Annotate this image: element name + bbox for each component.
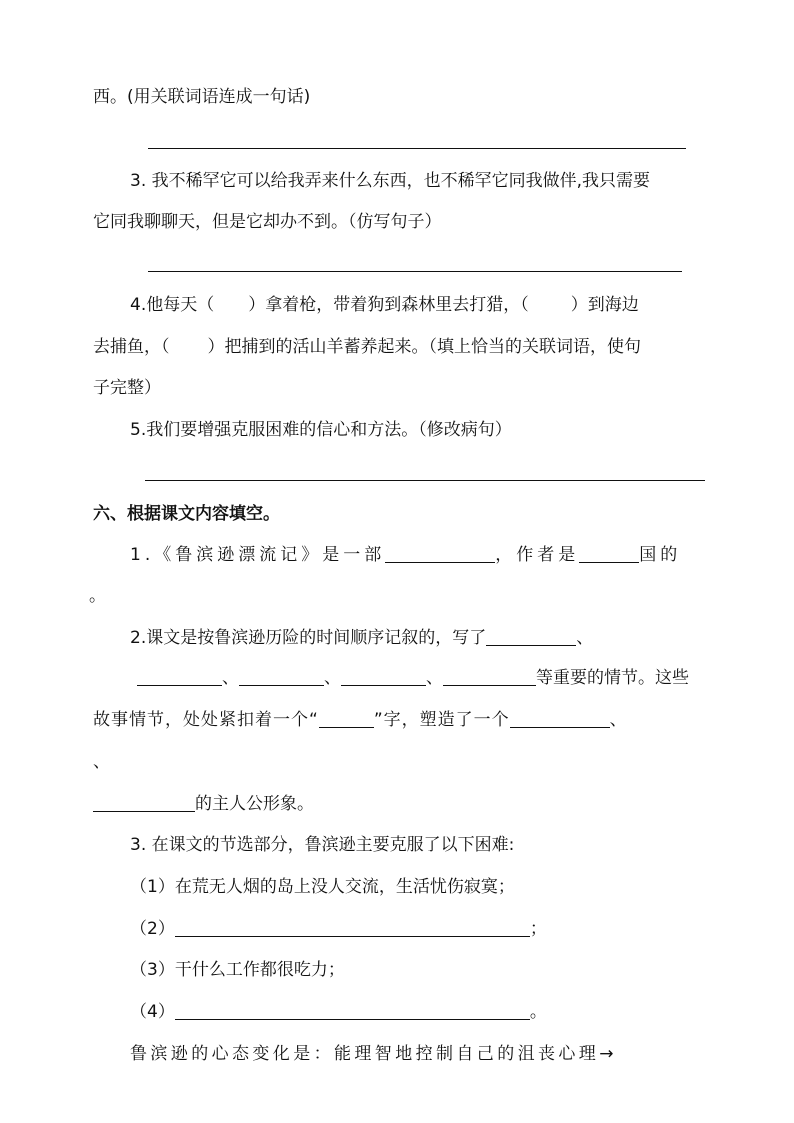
- s6-q2-part-a: 2.课文是按鲁滨逊历险的时间顺序记叙的，写了: [130, 628, 487, 648]
- s6-q1-part-a: 1.《鲁滨逊漂流记》是一部: [130, 545, 386, 565]
- s6-q2-line3: [93, 708, 628, 732]
- s6-q2-blank-1[interactable]: [486, 627, 576, 646]
- section6-title: 六、根据课文内容填空。: [93, 504, 280, 524]
- s6-q2-trait-blank-2[interactable]: [93, 793, 195, 812]
- s6-q3-item3: （3）干什么工作都很吃力；: [130, 960, 345, 980]
- s6-q2-part-h: 的主人公形象。: [195, 794, 314, 814]
- s6-q1-line1: [130, 543, 681, 567]
- s6-q3-item4: （4） 。: [130, 1002, 547, 1022]
- q3-text-line1: 3. 我不稀罕它可以给我弄来什么东西，也不稀罕它同我做伴,我只需要: [130, 171, 651, 191]
- q4-part-a: 4.他每天（: [130, 295, 215, 315]
- s6-q2-blank-5[interactable]: [443, 667, 536, 686]
- s6-q2-line2: 、 、 、 等重要的情节。这些: [137, 666, 689, 690]
- s6-q2-blank-3[interactable]: [239, 667, 324, 686]
- q4-text-line1: [130, 293, 639, 317]
- s6-q2-line5: [93, 792, 314, 816]
- q4-part-e: ）把捕到的活山羊蓄养起来。（填上恰当的关联词语，使句: [207, 337, 641, 357]
- s6-q1-part-c: 国的: [639, 545, 682, 565]
- q4-part-b: ）拿着枪，带着狗到森林里去打猎，（: [248, 295, 529, 315]
- q4-text-line3: 子完整）: [93, 378, 161, 398]
- q5-text: 5.我们要增强克服困难的信心和方法。（修改病句）: [130, 420, 512, 440]
- q2-answer-line[interactable]: [148, 148, 686, 149]
- s6-q2-part-b: 、: [576, 628, 594, 648]
- s6-q2-line4: 、: [93, 752, 110, 772]
- q4-text-line2: [93, 335, 641, 359]
- s6-q1-genre-blank[interactable]: [385, 544, 495, 563]
- s6-q1-country-blank[interactable]: [579, 544, 639, 563]
- s6-q2-blank-2[interactable]: [137, 667, 222, 686]
- s6-q2-blank-4[interactable]: [341, 667, 426, 686]
- q4-part-d: 去捕鱼，（: [93, 337, 170, 357]
- s6-q3-item4-blank[interactable]: [175, 1001, 530, 1020]
- q3-text-line2: 它同我聊聊天，但是它却办不到。（仿写句子）: [93, 212, 442, 232]
- s6-q2-part-f: 、: [609, 710, 628, 730]
- s6-q2-part-e: ”字，塑造了一个: [373, 710, 510, 730]
- s6-q1-line2: 。: [89, 586, 106, 606]
- s6-q2-trait-blank-1[interactable]: [510, 709, 610, 728]
- s6-q2-part-c: 等重要的情节。这些: [536, 668, 689, 688]
- s6-q1-part-b: ，作者是: [495, 545, 580, 565]
- q5-answer-line[interactable]: [145, 480, 705, 481]
- s6-q3-item1: （1）在荒无人烟的岛上没人交流，生活忧伤寂寞；: [130, 877, 515, 897]
- s6-q3-intro: 3. 在课文的节选部分，鲁滨逊主要克服了以下困难:: [130, 835, 515, 855]
- s6-q2-part-d: 故事情节，处处紧扣着一个“: [93, 710, 319, 730]
- s6-q2-keyword-blank[interactable]: [319, 709, 374, 728]
- s6-q3-mood-line: 鲁滨逊的心态变化是：能理智地控制自己的沮丧心理→: [130, 1044, 617, 1064]
- q2-instruction: 西。(用关联词语连成一句话): [93, 87, 311, 107]
- s6-q3-item2: （2） ；: [130, 919, 547, 939]
- q3-answer-line[interactable]: [148, 271, 682, 272]
- q4-part-c: ）到海边: [570, 295, 639, 315]
- s6-q3-item2-blank[interactable]: [175, 918, 530, 937]
- s6-q2-line1: [130, 626, 593, 650]
